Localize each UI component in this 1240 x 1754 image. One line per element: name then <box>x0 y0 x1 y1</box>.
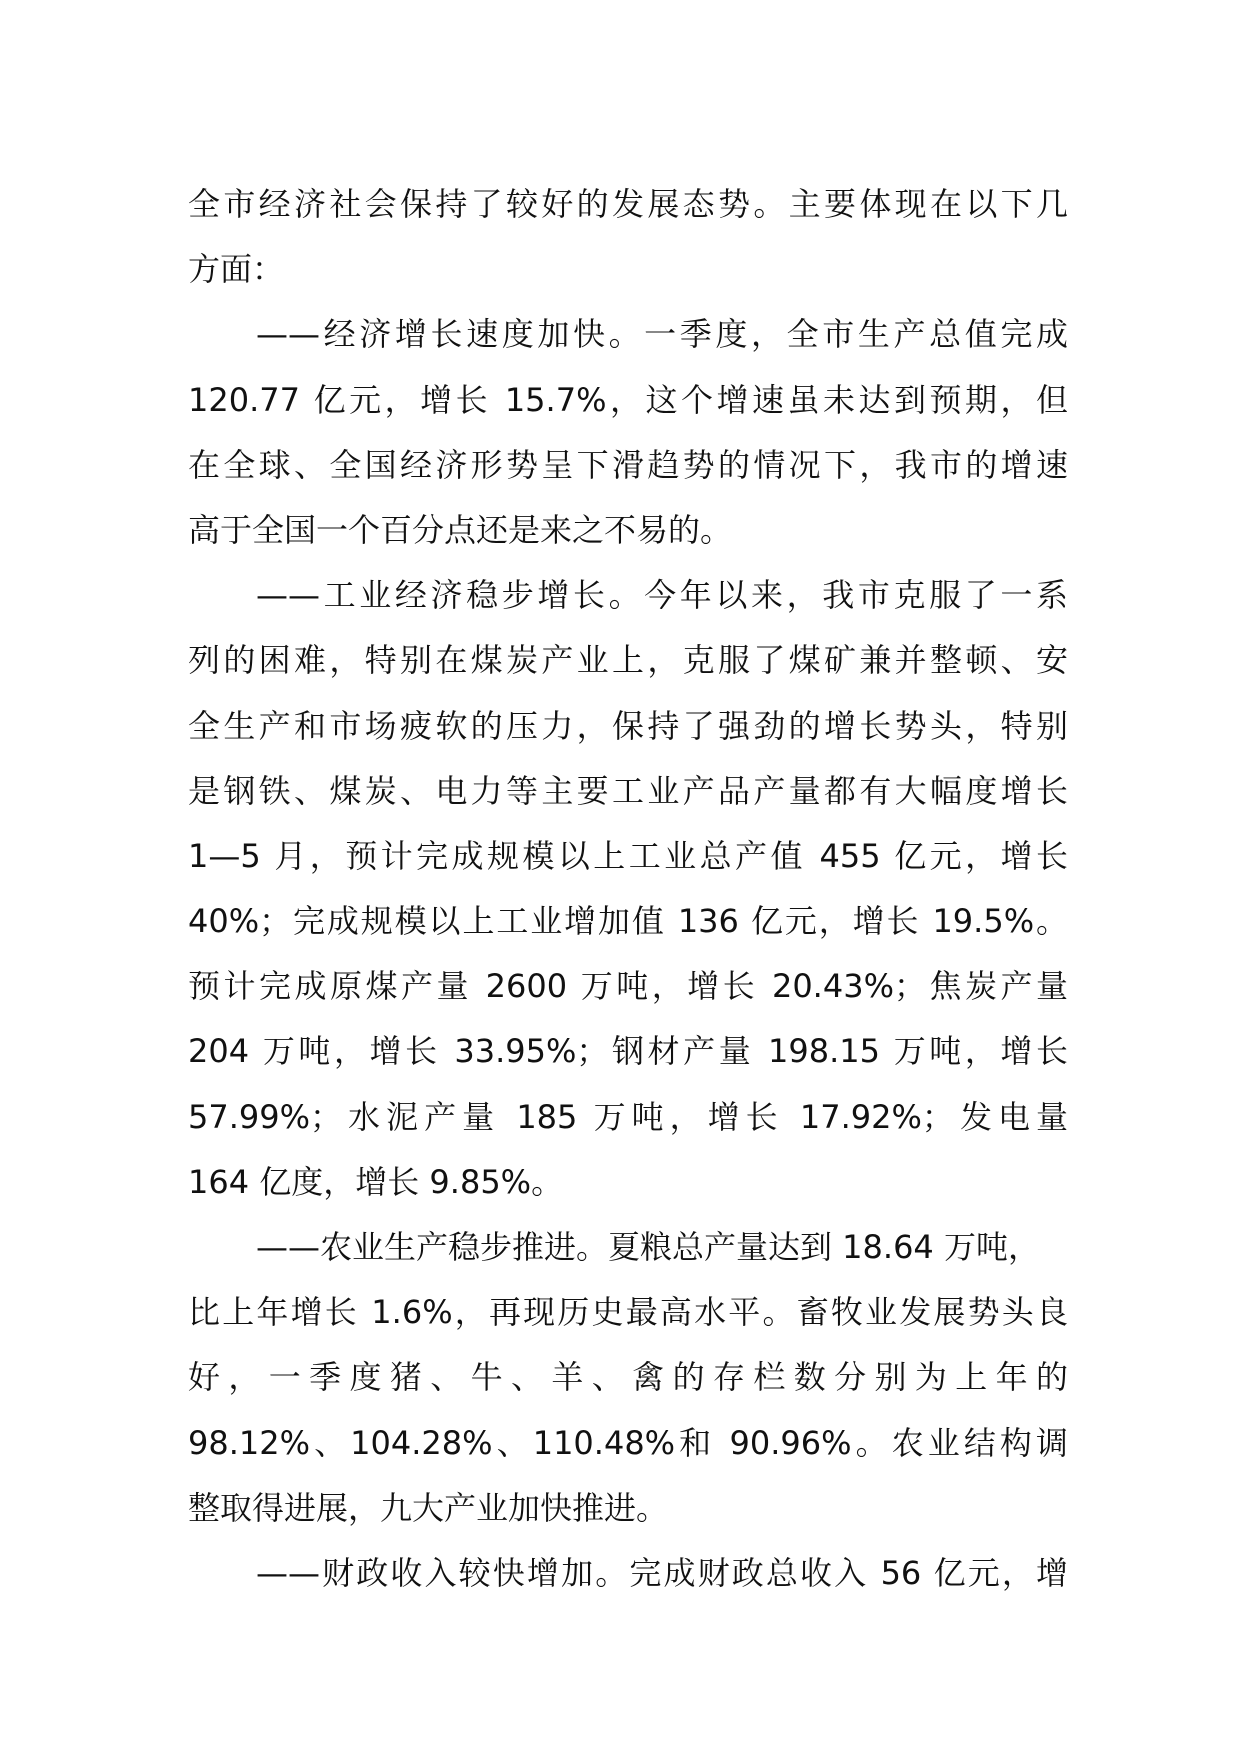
text-line: 比上年增长 1.6%，再现历史最高水平。畜牧业发展势头良 <box>188 1293 1068 1332</box>
text-line: 40%；完成规模以上工业增加值 136 亿元，增长 19.5%。 <box>188 902 1068 941</box>
body-text <box>188 172 1068 1606</box>
text-line: 98.12%、104.28%、110.48%和 90.96%。农业结构调 <box>188 1423 1068 1462</box>
text-line: 整取得进展，九大产业加快推进。 <box>188 1488 669 1527</box>
text-line: 全市经济社会保持了较好的发展态势。主要体现在以下几 <box>188 185 1068 223</box>
text-line: 164 亿度，增长 9.85%。 <box>188 1162 564 1201</box>
paragraph-first-line: ——农业生产稳步推进。夏粮总产量达到 18.64 万吨， <box>256 1228 1040 1266</box>
text-line: 全生产和市场疲软的压力，保持了强劲的增长势头，特别 <box>188 706 1068 745</box>
paragraph-first-line: ——经济增长速度加快。一季度，全市生产总值完成 <box>256 315 1068 354</box>
paragraph-first-line: ——工业经济稳步增长。今年以来，我市克服了一系 <box>256 576 1068 615</box>
text-line: 57.99%；水泥产量 185 万吨，增长 17.92%；发电量 <box>188 1097 1068 1136</box>
text-line: 预计完成原煤产量 2600 万吨，增长 20.43%；焦炭产量 <box>188 967 1068 1006</box>
text-line: 204 万吨，增长 33.95%；钢材产量 198.15 万吨，增长 <box>188 1032 1068 1071</box>
text-line: 在全球、全国经济形势呈下滑趋势的情况下，我市的增速 <box>188 445 1068 484</box>
text-line: 120.77 亿元，增长 15.7%，这个增速虽未达到预期，但 <box>188 380 1068 419</box>
paragraph-first-line: ——财政收入较快增加。完成财政总收入 56 亿元，增 <box>256 1553 1068 1592</box>
text-line: 1—5 月，预计完成规模以上工业总产值 455 亿元，增长 <box>188 836 1068 875</box>
text-line: 列的困难，特别在煤炭产业上，克服了煤矿兼并整顿、安 <box>188 641 1068 680</box>
text-line: 是钢铁、煤炭、电力等主要工业产品产量都有大幅度增长 <box>188 771 1068 810</box>
text-line: 方面： <box>188 250 285 289</box>
text-line: 好，一季度猪、牛、羊、禽的存栏数分别为上年的 <box>188 1358 1068 1397</box>
text-line: 高于全国一个百分点还是来之不易的。 <box>188 510 733 549</box>
